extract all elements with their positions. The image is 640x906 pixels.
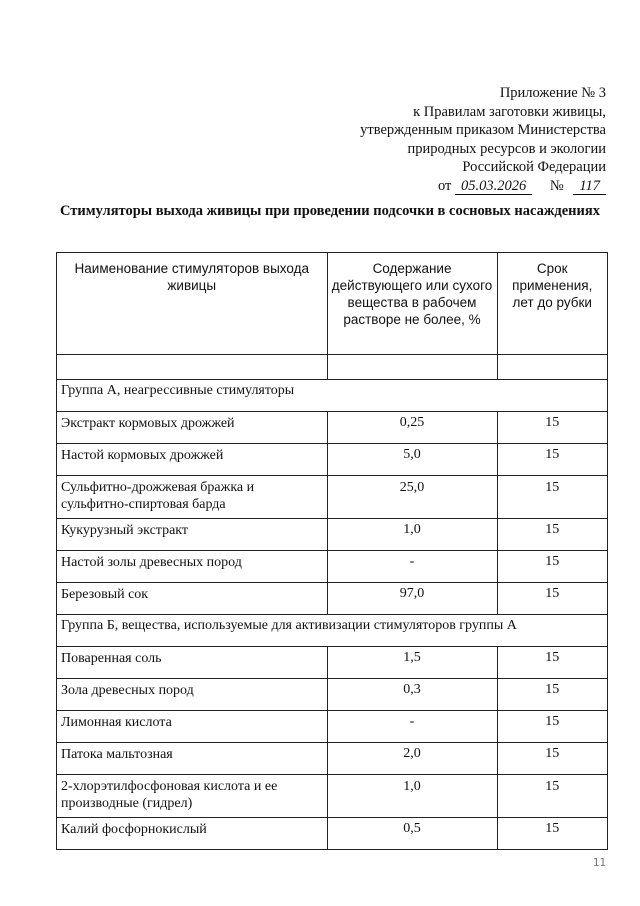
table-row bbox=[57, 743, 608, 775]
group-b-label: Группа Б, вещества, используемые для активизации стимуляторов группы А bbox=[57, 615, 608, 647]
table-row bbox=[57, 818, 608, 850]
document-title: Стимуляторы выхода живицы при проведении подсочки в сосновых насаждениях bbox=[60, 203, 600, 219]
group-row bbox=[57, 380, 608, 412]
stimulator-name: Калий фосфорнокислый bbox=[57, 818, 328, 850]
empty-cell bbox=[497, 355, 608, 380]
number-prefix: № bbox=[549, 177, 564, 194]
empty-cell bbox=[327, 355, 497, 380]
term-value: 15 bbox=[497, 551, 608, 583]
content-value: 1,0 bbox=[327, 519, 497, 551]
table-header-row bbox=[57, 253, 608, 355]
date-prefix: от bbox=[437, 177, 452, 194]
header-date-line bbox=[360, 177, 606, 196]
stimulator-name: Патока мальтозная bbox=[57, 743, 328, 775]
term-value: 15 bbox=[497, 583, 608, 615]
table-row bbox=[57, 476, 608, 519]
table-row bbox=[57, 647, 608, 679]
term-value: 15 bbox=[497, 519, 608, 551]
term-value: 15 bbox=[497, 679, 608, 711]
stimulator-name: Зола древесных пород bbox=[57, 679, 328, 711]
handwritten-number: 117 bbox=[573, 179, 606, 195]
empty-row bbox=[57, 355, 608, 380]
term-value: 15 bbox=[497, 711, 608, 743]
header-line: Российской Федерации bbox=[462, 159, 606, 175]
term-value: 15 bbox=[497, 775, 608, 818]
group-row bbox=[57, 615, 608, 647]
group-a-label: Группа А, неагрессивные стимуляторы bbox=[57, 380, 608, 412]
stimulator-name: 2-хлорэтилфосфоновая кислота и ее производные (гидрел) bbox=[57, 775, 328, 818]
stimulator-name: Кукурузный экстракт bbox=[57, 519, 328, 551]
content-value: 2,0 bbox=[327, 743, 497, 775]
table-row bbox=[57, 583, 608, 615]
stimulator-name: Сульфитно-дрожжевая бражка и сульфитно-спиртовая барда bbox=[57, 476, 328, 519]
term-value: 15 bbox=[497, 412, 608, 444]
content-value: 0,25 bbox=[327, 412, 497, 444]
table-row bbox=[57, 519, 608, 551]
empty-cell bbox=[57, 355, 328, 380]
column-header-term: Срок применения, лет до рубки bbox=[497, 253, 608, 355]
table-row bbox=[57, 679, 608, 711]
content-value: - bbox=[327, 551, 497, 583]
header-line: природных ресурсов и экологии bbox=[407, 140, 606, 157]
content-value: 97,0 bbox=[327, 583, 497, 615]
stimulator-name: Экстракт кормовых дрожжей bbox=[57, 412, 328, 444]
header-line: Приложение № 3 bbox=[499, 85, 606, 101]
page-number: 11 bbox=[592, 856, 606, 869]
term-value: 15 bbox=[497, 444, 608, 476]
stimulator-name: Поваренная соль bbox=[57, 647, 328, 679]
content-value: 25,0 bbox=[327, 476, 497, 519]
content-value: 1,0 bbox=[327, 775, 497, 818]
handwritten-date: 05.03.2026 bbox=[455, 179, 532, 195]
stimulator-name: Березовый сок bbox=[57, 583, 328, 615]
table-row bbox=[57, 775, 608, 818]
term-value: 15 bbox=[497, 476, 608, 519]
stimulators-table bbox=[56, 252, 608, 850]
content-value: 0,5 bbox=[327, 818, 497, 850]
header-line: к Правилам заготовки живицы, bbox=[413, 103, 606, 120]
table-row bbox=[57, 711, 608, 743]
content-value: 0,3 bbox=[327, 679, 497, 711]
column-header-content: Содержание действующего или сухого вещества в рабочем растворе не более, % bbox=[327, 253, 497, 355]
term-value: 15 bbox=[497, 647, 608, 679]
table-row bbox=[57, 551, 608, 583]
stimulator-name: Лимонная кислота bbox=[57, 711, 328, 743]
table-row bbox=[57, 412, 608, 444]
content-value: 1,5 bbox=[327, 647, 497, 679]
table-row bbox=[57, 444, 608, 476]
header-line: утвержденным приказом Министерства bbox=[360, 122, 606, 138]
term-value: 15 bbox=[497, 818, 608, 850]
stimulator-name: Настой золы древесных пород bbox=[57, 551, 328, 583]
stimulator-name: Настой кормовых дрожжей bbox=[57, 444, 328, 476]
term-value: 15 bbox=[497, 743, 608, 775]
document-header bbox=[360, 84, 606, 195]
column-header-name: Наименование стимуляторов выхода живицы bbox=[57, 253, 328, 355]
content-value: - bbox=[327, 711, 497, 743]
content-value: 5,0 bbox=[327, 444, 497, 476]
